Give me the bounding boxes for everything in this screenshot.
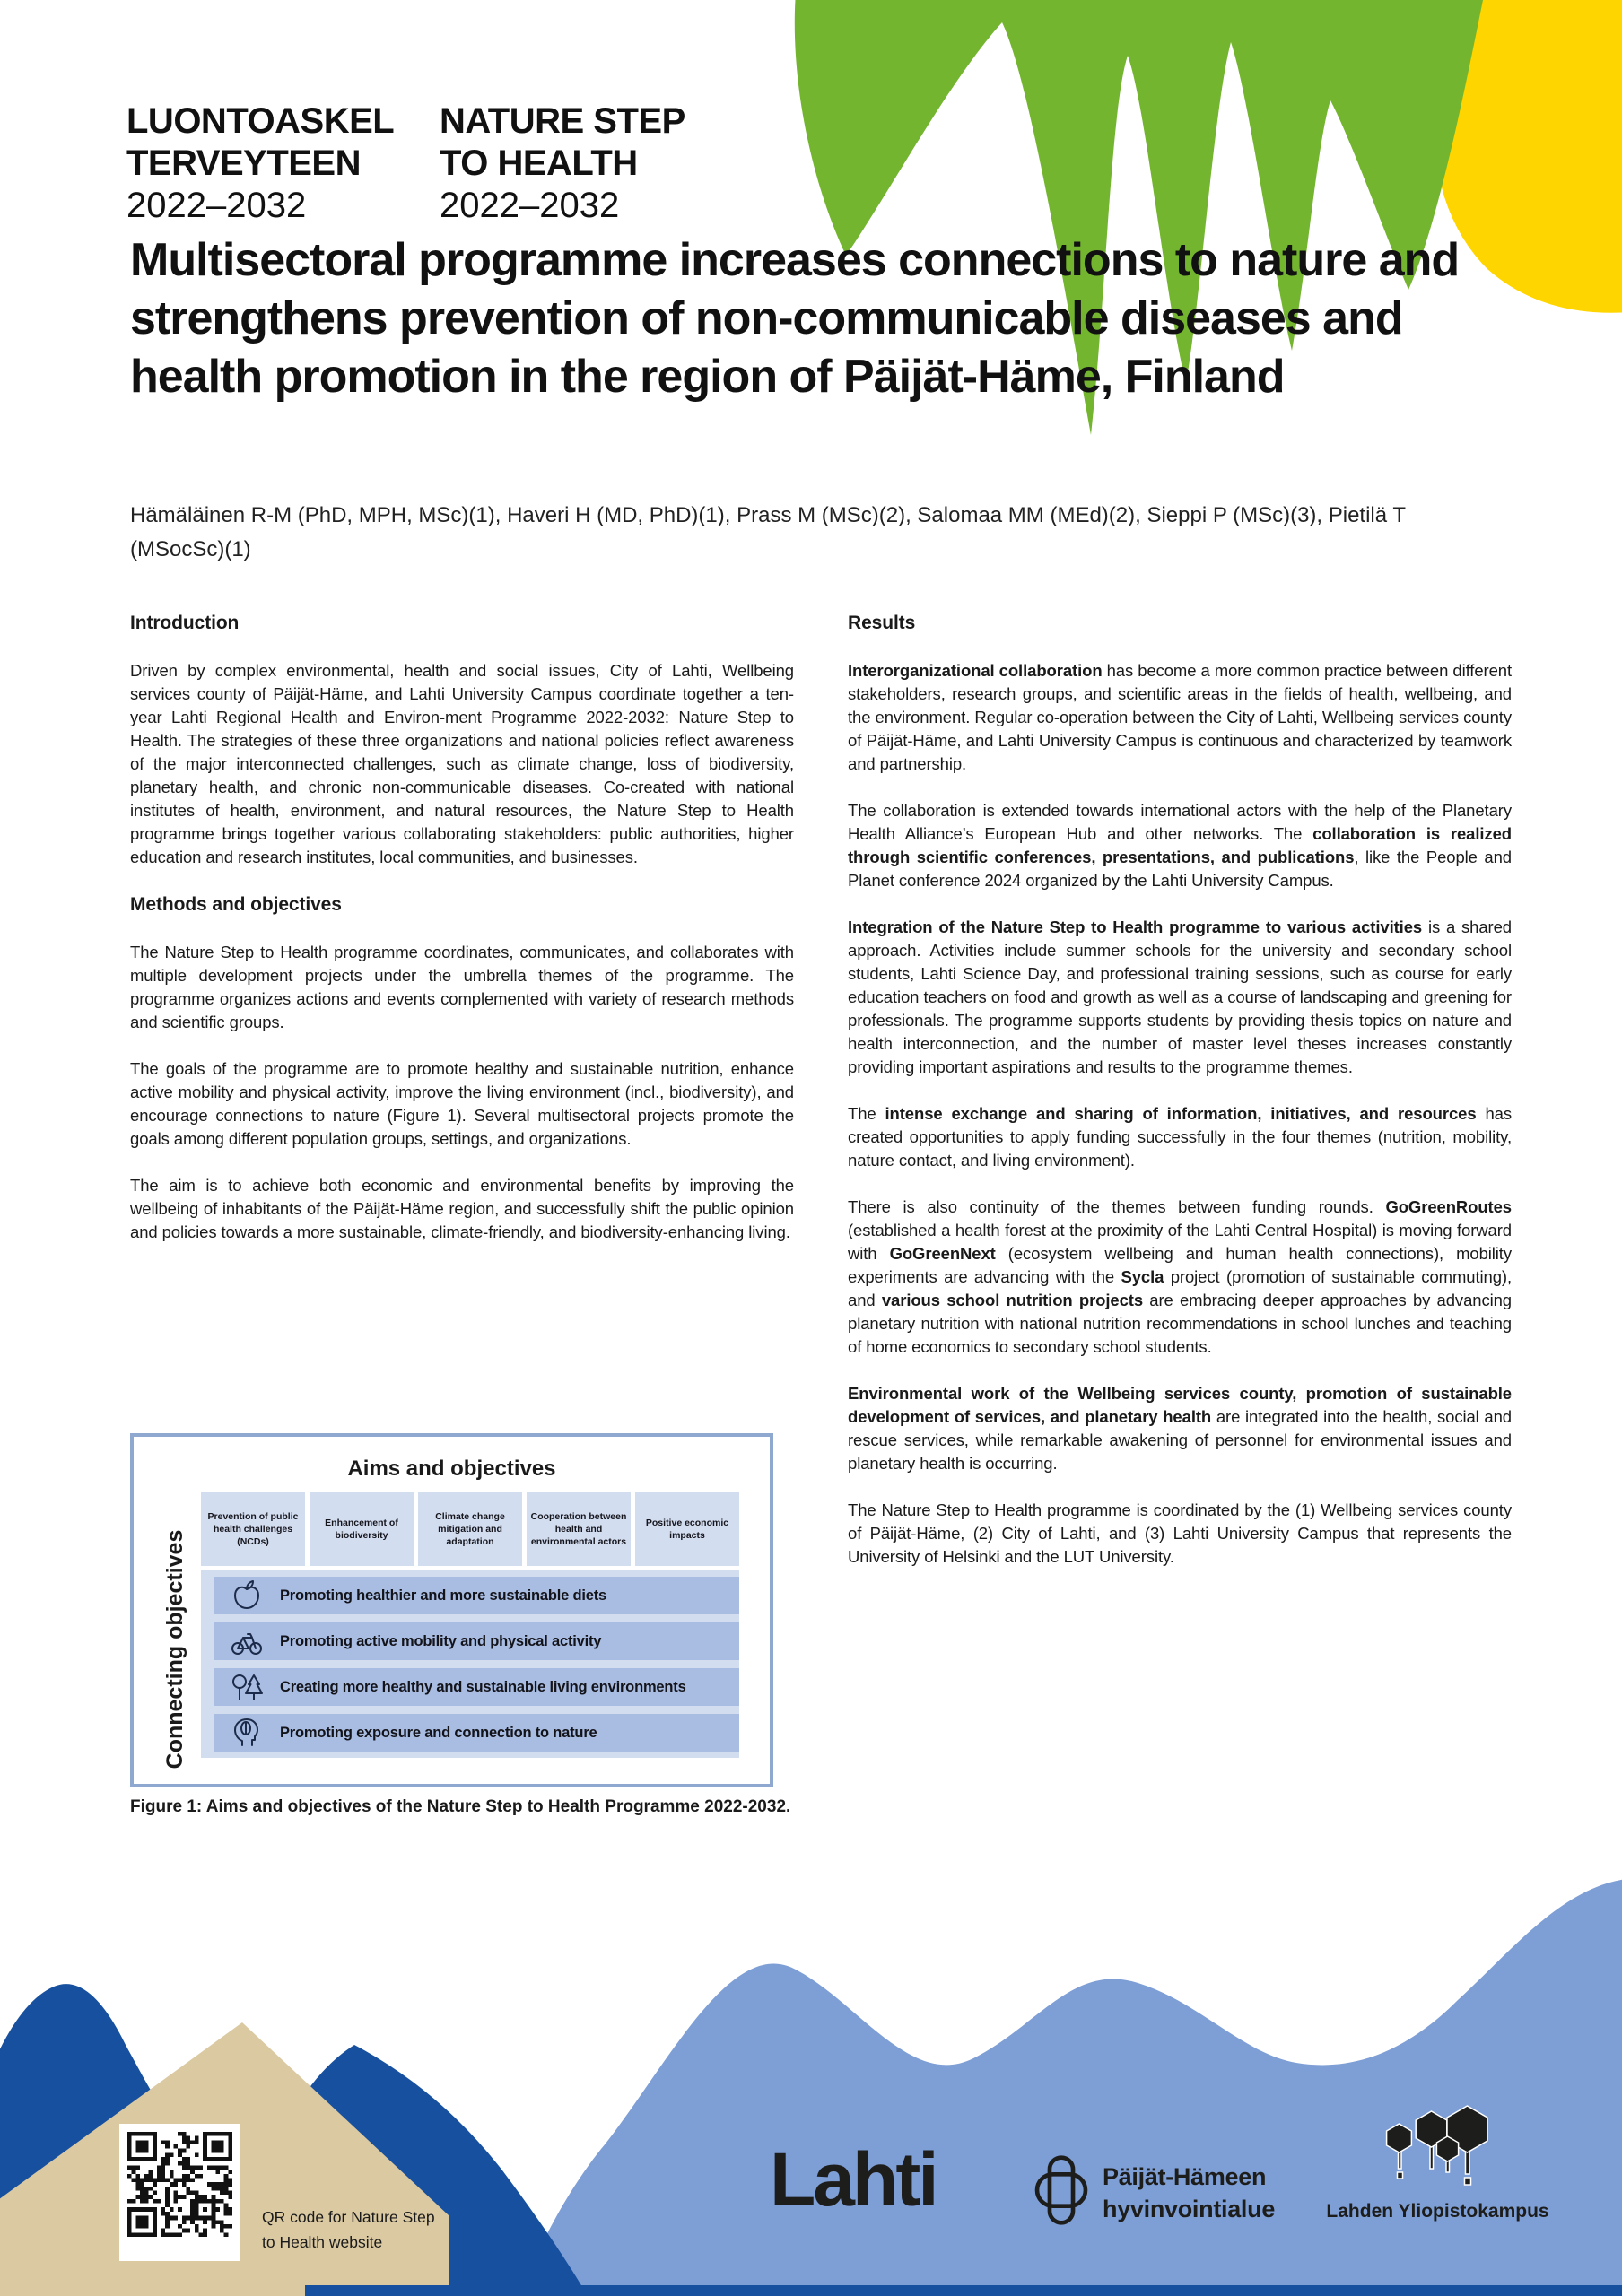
masthead-en-line1: NATURE STEP xyxy=(440,101,685,141)
apple-icon xyxy=(214,1578,280,1613)
paragraph: Interorganizational collaboration has become a more common practice between different stakeholders, research groups, and scientific areas in the fields of health, wellbeing, and the environment. Regular co-operation between the City of Lahti, Wellbeing services county of Päijät-Häme, and Lahti University Campus is continuous and characterized by teamwork and partnership. xyxy=(848,661,1512,773)
figure-row xyxy=(214,1714,739,1752)
left-column xyxy=(130,612,794,1267)
phha-line2: hyvinvointialue xyxy=(1103,2195,1276,2222)
masthead-english xyxy=(440,100,685,227)
paragraph: Integration of the Nature Step to Health programme to various activities is a shared approach. Activities include summer schools for the university and secondary school students, Lahti Science Day, and professional training sessions, such as course for early education teachers on food and growth as well as a course of landscaping and greening for professionals. The programme supports students by providing thesis topics on nature and health interconnection, and the number of master level theses increases constantly providing important aspirations and results to the programme themes. xyxy=(848,918,1512,1076)
masthead-en-line2: TO HEALTH xyxy=(440,144,638,183)
methods-heading: Methods and objectives xyxy=(130,894,342,915)
masthead-fi-line2: TERVEYTEEN xyxy=(126,144,361,183)
introduction-heading: Introduction xyxy=(130,613,240,633)
figure-row xyxy=(214,1668,739,1706)
masthead-fi-years: 2022–2032 xyxy=(126,186,307,225)
campus-logo-text: Lahden Yliopistokampus xyxy=(1326,2201,1549,2222)
paragraph: The intense exchange and sharing of information, initiatives, and resources has created opportunities to apply funding successfully in the four themes (nutrition, mobility, nature contact, and living environment). xyxy=(848,1104,1512,1170)
paragraph: Driven by complex environmental, health and social issues, City of Lahti, Wellbeing services county of Päijät-Häme, and Lahti University Campus coordinate together a ten-year Lahti Regional Health and Environ-ment Programme 2022-2032: Nature Step to Health. The strategies of these three organizations and national policies reflect awareness of the major interconnected challenges, such as climate change, loss of biodiversity, planetary health, and chronic non-communicable diseases. Co-created with national institutes of health, environment, and natural resources, the Nature Step to Health programme brings together various collaborating stakeholders: public authorities, higher education and research institutes, local communities, and businesses. xyxy=(130,661,794,866)
figure-row-label: Promoting exposure and connection to nature xyxy=(280,1724,597,1741)
paragraph: The goals of the programme are to promote healthy and sustainable nutrition, enhance active mobility and physical activity, improve the living environment (incl., biodiversity), and encourage connections to nature (Figure 1). Several multisectoral projects promote the goals among different population groups, settings, and organizations. xyxy=(130,1059,794,1148)
figure-caption: Figure 1: Aims and objectives of the Nature Step to Health Programme 2022-2032. xyxy=(130,1797,791,1816)
authors-line: Hämäläinen R-M (PhD, MPH, MSc)(1), Haveri H (MD, PhD)(1), Prass M (MSc)(2), Salomaa MM (MEd)(2), Sieppi P (MSc)(3), Pietilä T (MSocSc)(1) xyxy=(130,503,1406,561)
qr-caption xyxy=(262,2205,435,2255)
poster-title: Multisectoral programme increases connections to nature and strengthens prevention of non-communicable diseases and health promotion in the region of Päijät-Häme, Finland xyxy=(130,234,1460,403)
phha-line1: Päijät-Hämeen xyxy=(1103,2162,1267,2190)
figure-content xyxy=(201,1492,739,1758)
trees-icon xyxy=(214,1670,280,1704)
paragraph: The aim is to achieve both economic and environmental benefits by improving the wellbeing of inhabitants of the Päijät-Häme region, and successfully shift the public opinion and policies towards a more sustainable, climate-friendly, and biodiversity-enhancing living. xyxy=(130,1176,794,1241)
paragraph: Environmental work of the Wellbeing services county, promotion of sustainable development of services, and planetary health are integrated into the health, social and rescue services, while remarkable awakening of personnel for environmental issues and planetary health is occurring. xyxy=(848,1384,1512,1473)
qr-code xyxy=(119,2124,240,2261)
hexagon-trees-icon xyxy=(1377,2104,1498,2194)
figure-side-label: Connecting objectives xyxy=(162,1529,187,1770)
figure-row-label: Promoting active mobility and physical activity xyxy=(280,1632,602,1649)
dark-blue-bottom-strip xyxy=(305,2285,1622,2296)
figure-column: Prevention of public health challenges (NCDs) xyxy=(201,1492,305,1566)
figure-column: Enhancement of biodiversity xyxy=(310,1492,414,1566)
figure-objectives-panel xyxy=(201,1570,739,1758)
paragraph: The Nature Step to Health programme is coordinated by the (1) Wellbeing services county of Päijät-Häme, (2) City of Lahti, and (3) Lahti University Campus that represents the University of Helsinki and the LUT University. xyxy=(848,1500,1512,1566)
cross-flower-icon xyxy=(1033,2154,1089,2231)
paragraph: There is also continuity of the themes between funding rounds. GoGreenRoutes (established a health forest at the proximity of the Lahti Central Hospital) is moving forward with GoGreenNext (ecosystem wellbeing and human health connections), mobility experiments are advancing with the Sycla project (promotion of sustainable commuting), and various school nutrition projects are embracing deeper approaches by advancing planetary nutrition with national nutrition recommendations in school lunches and teaching of home economics to secondary school students. xyxy=(848,1197,1513,1356)
figure-row-label: Promoting healthier and more sustainable diets xyxy=(280,1587,606,1604)
bicycle-icon xyxy=(214,1624,280,1658)
figure-row xyxy=(214,1577,739,1614)
figure-row xyxy=(214,1622,739,1660)
right-column xyxy=(848,612,1512,1592)
results-heading: Results xyxy=(848,613,916,633)
head-leaf-icon xyxy=(214,1716,280,1750)
paijat-hame-logo-text xyxy=(1103,2161,1275,2225)
lahti-logo: Lahti xyxy=(770,2137,937,2222)
footer-decoration xyxy=(0,1866,1622,2296)
qr-code-svg xyxy=(127,2132,232,2237)
figure-1 xyxy=(130,1433,773,1787)
light-blue-wave xyxy=(519,1879,1622,2296)
figure-column: Positive economic impacts xyxy=(635,1492,739,1566)
paragraph: The collaboration is extended towards international actors with the help of the Planetary Health Alliance’s European Hub and other networks. The collaboration is realized through scientific conferences, presentations, and publications, like the People and Planet conference 2024 organized by the Lahti University Campus. xyxy=(848,801,1512,890)
qr-caption-line1: QR code for Nature Step xyxy=(262,2208,435,2226)
figure-column: Cooperation between health and environmental actors xyxy=(527,1492,631,1566)
masthead-en-years: 2022–2032 xyxy=(440,186,620,225)
figure-title: Aims and objectives xyxy=(347,1457,556,1481)
paragraph: The Nature Step to Health programme coordinates, communicates, and collaborates with multiple development projects under the umbrella themes of the programme. The programme organizes actions and events complemented with variety of research methods and scientific groups. xyxy=(130,943,794,1031)
masthead-fi-line1: LUONTOASKEL xyxy=(126,101,395,141)
figure-column: Climate change mitigation and adaptation xyxy=(418,1492,522,1566)
figure-column-headers xyxy=(201,1492,739,1566)
masthead-finnish xyxy=(126,100,394,227)
qr-caption-line2: to Health website xyxy=(262,2233,383,2251)
paijat-hame-wellbeing-logo xyxy=(1033,2154,1275,2231)
lahti-university-campus-logo xyxy=(1326,2104,1549,2222)
figure-row-label: Creating more healthy and sustainable living environments xyxy=(280,1678,686,1695)
